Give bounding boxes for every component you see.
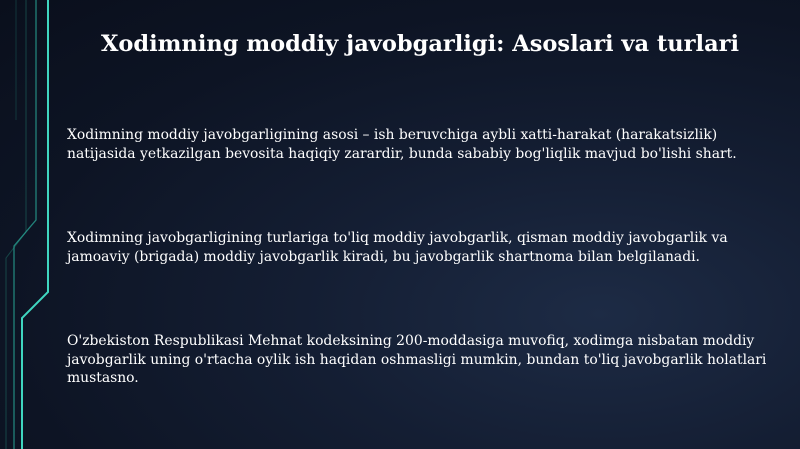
circuit-line-middle [14,0,36,449]
paragraph-basis: Xodimning moddiy javobgarligining asosi – ish beruvchiga aybli xatti-harakat (harakatsizlik) natijasida yetkazilgan bevosita haqiqiy zarardir, bunda sababiy bog'liqlik mavjud bo'lishi shart. [67,127,737,162]
paragraph-labor-code: O'zbekiston Respublikasi Mehnat kodeksining 200-moddasiga muvofiq, xodimga nisbatan moddiy javobgarlik uning o'rtacha oylik ish haqidan oshmasligi mumkin, bundan to'liq javobgarlik holatlari mustasno. [67,333,767,386]
circuit-lines-decoration [0,0,60,449]
paragraph-types: Xodimning javobgarligining turlariga to'liq moddiy javobgarlik, qisman moddiy javobgarlik va jamoaviy (brigada) moddiy javobgarlik kiradi, bu javobgarlik shartnoma bilan belgilanadi. [67,230,728,265]
slide-title: Xodimning moddiy javobgarligi: Asoslari va turlari [100,31,740,57]
